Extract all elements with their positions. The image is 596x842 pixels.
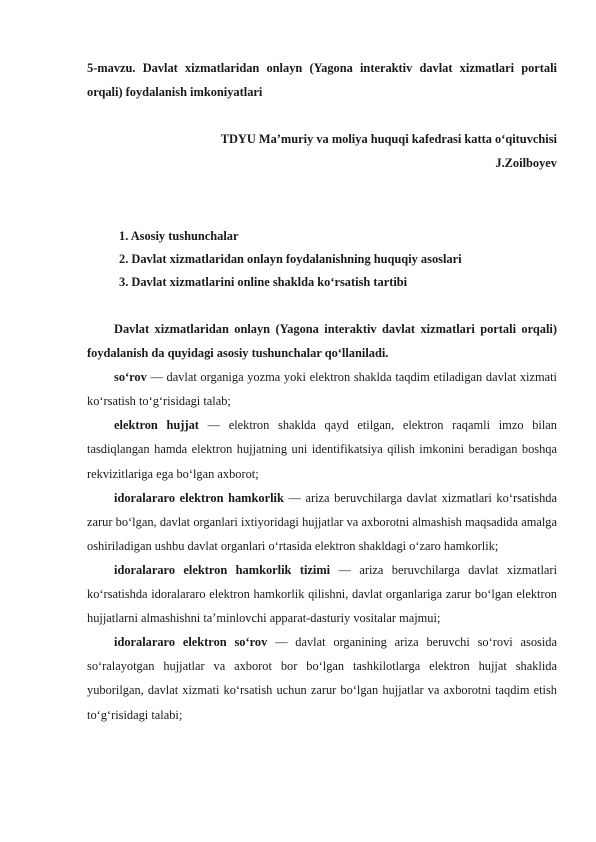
definition-paragraph: [87, 486, 557, 558]
definition-text: — davlat organiga yozma yoki elektron shaklda taqdim etiladigan davlat xizmati ko‘rsatish to‘g‘risidagi talab;: [87, 370, 557, 409]
table-of-contents: [119, 225, 462, 294]
definition-term: so‘rov: [114, 370, 147, 385]
definition-text: — elektron shaklda qayd etilgan, elektron raqamli imzo bilan tasdiqlangan hamda elektron hujjatning uni identifikatsiya qilish imkonini beradigan boshqa rekvizitlariga ega bo‘lgan axborot;: [87, 418, 557, 481]
intro-paragraph: Davlat xizmatlaridan onlayn (Yagona interaktiv davlat xizmatlari portali orqali) foydalanish da quyidagi asosiy tushunchalar qo‘llaniladi.: [87, 322, 557, 361]
author-name: J.Zoilboyev: [495, 156, 557, 170]
definition-term: elektron hujjat: [114, 418, 199, 433]
definition-paragraph: [87, 365, 557, 413]
toc-item: 3. Davlat xizmatlarini online shaklda ko‘rsatish tartibi: [119, 275, 408, 289]
definition-paragraph: [87, 558, 557, 630]
definition-paragraph: [87, 630, 557, 726]
definition-term: idoralararo elektron hamkorlik: [114, 490, 284, 505]
toc-item: 2. Davlat xizmatlaridan onlayn foydalanishning huquqiy asoslari: [119, 252, 462, 266]
definition-text: — ariza beruvchilarga davlat xizmatlari ko‘rsatishda idoralararo elektron hamkorlik qilishni, davlat organlariga zarur bo‘lgan elektron hujjatlarni almashishni ta’minlovchi apparat-dasturiy vositalar majmui;: [87, 562, 558, 626]
definition-text: — ariza beruvchilarga davlat xizmatlari ko‘rsatishda zarur bo‘lgan, davlat organlari ixtiyoridagi hujjatlar va axborotni almashish maqsadida amalga oshiriladigan ushbu davlat organlari o‘rtasida elektron shakldagi o‘zaro hamkorlik;: [87, 490, 557, 553]
definition-term: idoralararo elektron so‘rov: [114, 635, 268, 650]
definition-paragraph: [87, 413, 557, 485]
author-position: TDYU Ma’muriy va moliya huquqi kafedrasi katta o‘qituvchisi: [220, 132, 557, 146]
document-title: 5-mavzu. Davlat xizmatlaridan onlayn (Yagona interaktiv davlat xizmatlari portali orqali) foydalanish imkoniyatlari: [87, 61, 557, 99]
document-body: [87, 317, 557, 727]
definition-text: — davlat organining ariza beruvchi so‘rovi asosida so‘ralayotgan hujjatlar va axborot bor bo‘lgan tashkilotlarga elektron hujjat shaklida yuborilgan, davlat xizmati ko‘rsatish uchun zarur bo‘lgan hujjatlar va axborotni taqdim etish to‘g‘risidagi talabi;: [87, 635, 557, 722]
definition-term: idoralararo elektron hamkorlik tizimi: [114, 562, 331, 577]
toc-item: 1. Asosiy tushunchalar: [119, 229, 239, 243]
